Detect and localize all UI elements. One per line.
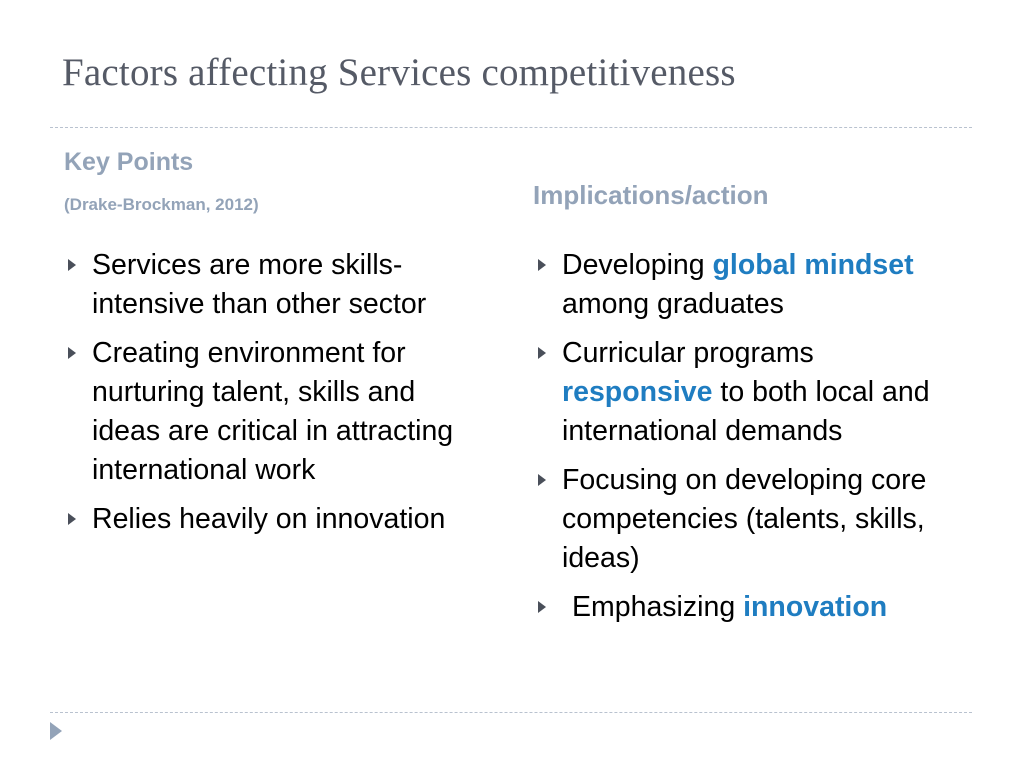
- triangle-bullet-icon: [538, 347, 546, 359]
- triangle-bullet-icon: [538, 259, 546, 271]
- list-item: [530, 588, 970, 627]
- list-item: [530, 246, 970, 324]
- bullet-text: Emphasizing: [572, 591, 744, 623]
- bullet-text: among graduates: [562, 288, 784, 320]
- triangle-bullet-icon: [68, 513, 76, 525]
- list-item: [60, 334, 490, 490]
- bottom-divider: [50, 712, 972, 713]
- list-item: [60, 246, 490, 324]
- highlighted-keyword: global mindset: [712, 249, 914, 281]
- triangle-bullet-icon: [538, 601, 546, 613]
- key-points-list: [60, 246, 490, 549]
- list-item: [530, 334, 970, 451]
- list-item: [530, 461, 970, 578]
- implications-heading: Implications/action: [533, 180, 769, 210]
- highlighted-keyword: responsive: [562, 376, 713, 408]
- bullet-text: Developing: [562, 249, 713, 281]
- bullet-text: Creating environment for nurturing talent, skills and ideas are critical in attracting international work: [92, 337, 454, 486]
- key-points-heading: Key Points: [64, 148, 194, 176]
- play-arrow-icon[interactable]: [50, 722, 62, 740]
- top-divider: [50, 127, 972, 128]
- bullet-text: Relies heavily on innovation: [92, 503, 446, 535]
- bullet-text: Services are more skills-intensive than other sector: [92, 249, 427, 320]
- highlighted-keyword: innovation: [743, 591, 888, 623]
- triangle-bullet-icon: [68, 259, 76, 271]
- bullet-text: Curricular programs: [562, 337, 814, 369]
- triangle-bullet-icon: [538, 474, 546, 486]
- citation: (Drake-Brockman, 2012): [64, 195, 259, 214]
- bullet-text: Focusing on developing core competencies (talents, skills, ideas): [562, 464, 927, 574]
- triangle-bullet-icon: [68, 347, 76, 359]
- bullet-text: to both local and international demands: [562, 376, 930, 447]
- implications-list: [530, 246, 970, 637]
- slide-title: Factors affecting Services competitiveness: [62, 51, 736, 94]
- list-item: [60, 500, 490, 539]
